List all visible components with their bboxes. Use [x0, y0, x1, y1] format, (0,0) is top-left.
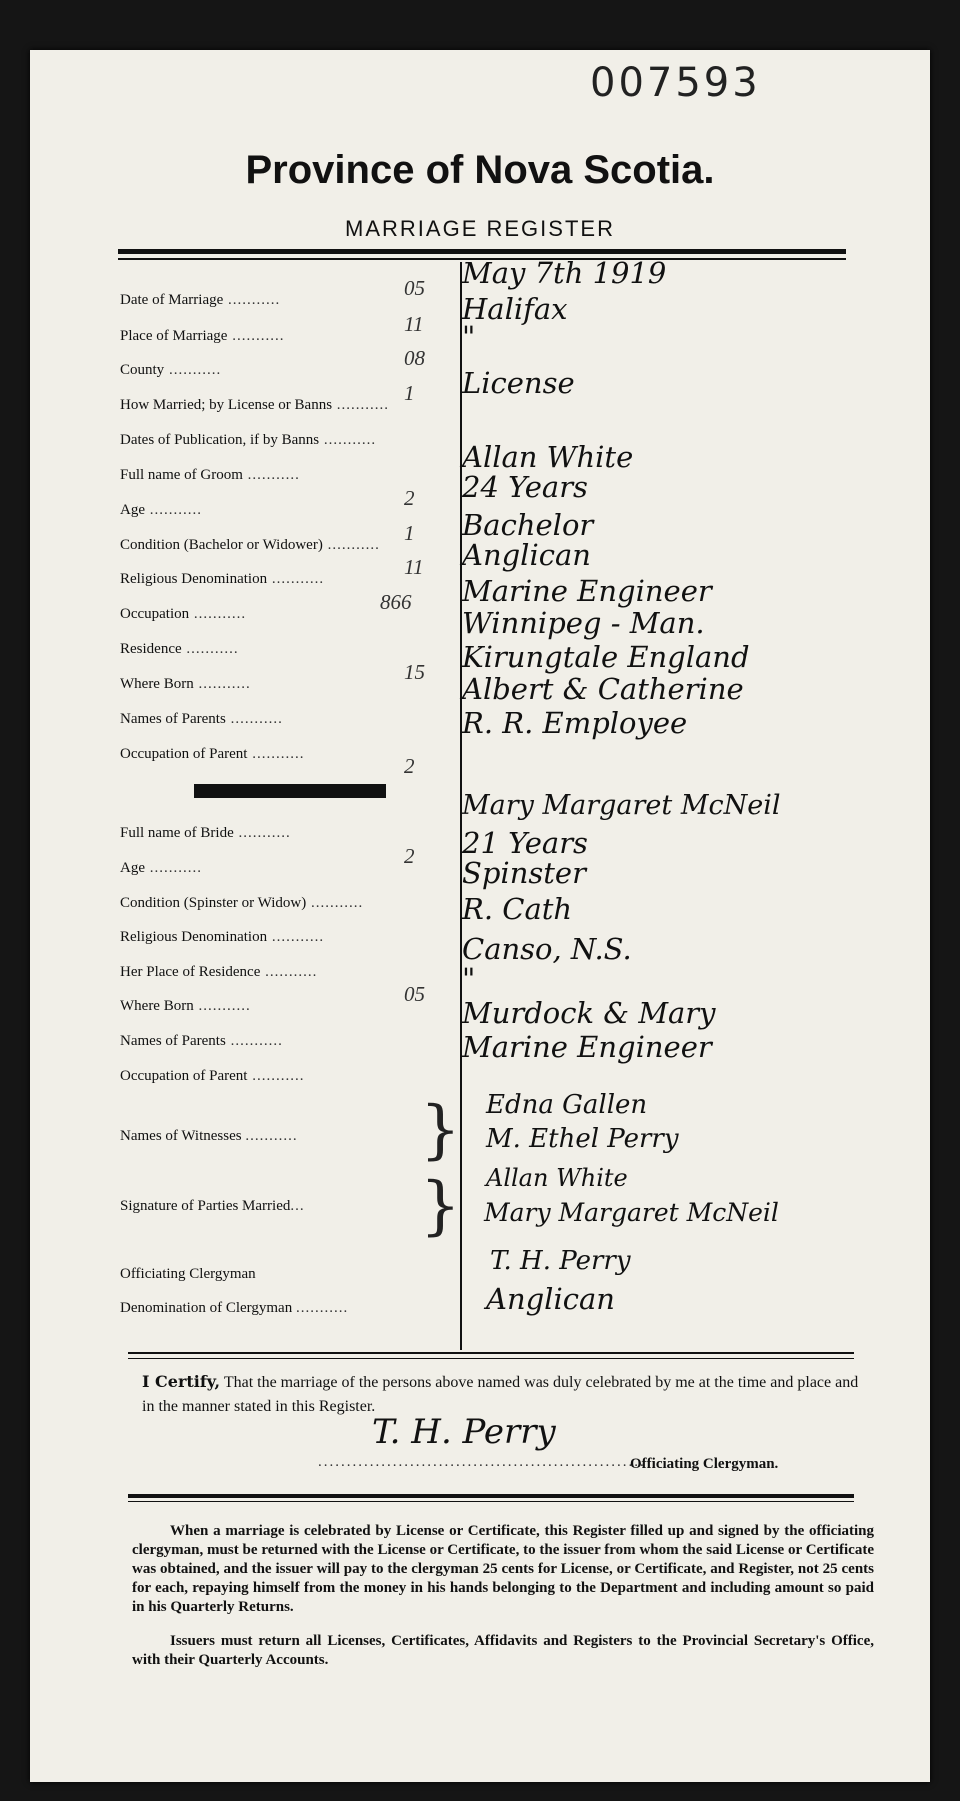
notice-paragraph-1: When a marriage is celebrated by License or Certificate, this Register filled up and signed by the officiating clergyman, must be returned with the License or Certificate, to the issuer from whom the said License or Certificate was obtained, and the issuer will pay to the clergyman 25 cents for License, or Certificate, and Register, not 25 cents for each, repaying himself from the money in his hands belonging to the Department and including amount so paid in his Quarterly Returns.: [132, 1523, 874, 1615]
field-label: Age ...........: [120, 860, 202, 876]
certify-rule-top: [128, 1352, 854, 1354]
field-label: Occupation of Parent ...........: [120, 1068, 305, 1084]
field-label: Residence ...........: [120, 641, 239, 657]
field-value: Allan White: [462, 440, 634, 474]
field-code: 15: [404, 660, 425, 684]
field-code: 11: [404, 312, 424, 336]
certify-rule-top-2: [128, 1358, 854, 1359]
field-label: Full name of Groom ...........: [120, 467, 300, 483]
field-label: Where Born ...........: [120, 998, 251, 1014]
field-code: 2: [404, 754, 415, 778]
field-value: Marine Engineer: [462, 1030, 712, 1064]
field-label: How Married; by License or Banns ...........: [120, 397, 390, 413]
field-value: ": [462, 962, 476, 996]
field-value: R. R. Employee: [462, 706, 688, 740]
field-code: 2: [404, 844, 415, 868]
notice-rule-2: [128, 1501, 854, 1502]
page-subtitle: MARRIAGE REGISTER: [345, 216, 615, 241]
witnesses-label: Names of Witnesses ...........: [120, 1128, 298, 1144]
field-value: Winnipeg - Man.: [462, 606, 705, 640]
field-value: 24 Years: [462, 470, 588, 504]
field-label: Names of Parents ...........: [120, 1033, 283, 1049]
witness-1: Edna Gallen: [486, 1090, 648, 1120]
clergyman-label: Officiating Clergyman: [120, 1266, 256, 1282]
denomination-value: Anglican: [486, 1282, 615, 1316]
field-code: 2: [404, 486, 415, 510]
witness-2: M. Ethel Perry: [486, 1124, 679, 1154]
field-label: Occupation ...........: [120, 606, 247, 622]
field-value: Halifax: [462, 292, 568, 326]
field-value: Kirungtale England: [462, 640, 750, 674]
parties-brace: }: [420, 1169, 461, 1243]
field-code: 08: [404, 346, 425, 370]
party-bride-signature: Mary Margaret McNeil: [484, 1198, 779, 1227]
field-label: Religious Denomination ...........: [120, 571, 325, 587]
field-value: Bachelor: [462, 508, 594, 542]
field-label: Condition (Spinster or Widow) ...........: [120, 895, 364, 911]
field-code: 1: [404, 521, 415, 545]
field-value: R. Cath: [462, 892, 573, 926]
field-label: Religious Denomination ...........: [120, 929, 325, 945]
field-label: Dates of Publication, if by Banns ...........: [120, 432, 377, 448]
field-value: Marine Engineer: [462, 574, 712, 608]
parties-label: Signature of Parties Married...: [120, 1198, 305, 1214]
field-label: Where Born ...........: [120, 676, 251, 692]
header-rule-thick: [118, 249, 846, 254]
certify-caption: Officiating Clergyman.: [630, 1456, 779, 1472]
signature-line: .........................................................: [318, 1454, 646, 1470]
field-code: 1: [404, 381, 415, 405]
party-groom-signature: Allan White: [486, 1164, 628, 1192]
field-value: Anglican: [462, 538, 591, 572]
field-value: May 7th 1919: [462, 256, 667, 290]
bride-section-bar: [194, 784, 386, 798]
field-code: 05: [404, 276, 425, 300]
field-value: Murdock & Mary: [462, 996, 716, 1030]
field-label: County ...........: [120, 362, 222, 378]
field-label: Her Place of Residence ...........: [120, 964, 318, 980]
field-label: Names of Parents ...........: [120, 711, 283, 727]
field-label: Full name of Bride ...........: [120, 825, 291, 841]
certify-signature: T. H. Perry: [372, 1412, 556, 1452]
field-label: Age ...........: [120, 502, 202, 518]
field-code: 05: [404, 982, 425, 1006]
field-value: Albert & Catherine: [462, 672, 744, 706]
field-code: 11: [404, 555, 424, 579]
stamp-number: 007593: [590, 60, 761, 106]
notice-rule: [128, 1494, 854, 1498]
field-code: 866: [380, 590, 412, 614]
field-label: Place of Marriage ...........: [120, 328, 285, 344]
certify-statement: I Certify, That the marriage of the persons above named was duly celebrated by me at the time and place and in the manner stated in this Register.: [142, 1372, 859, 1415]
witnesses-brace: }: [420, 1093, 461, 1167]
clergyman-value: T. H. Perry: [490, 1246, 631, 1276]
field-label: Date of Marriage ...........: [120, 292, 281, 308]
field-value: 21 Years: [462, 826, 588, 860]
field-value: Canso, N.S.: [462, 932, 632, 966]
field-value: Mary Margaret McNeil: [462, 790, 781, 821]
notice-paragraph-2: Issuers must return all Licenses, Certificates, Affidavits and Registers to the Provincial Secretary's Office, with their Quarterly Accounts.: [132, 1633, 874, 1668]
field-value: Spinster: [462, 856, 586, 890]
field-value: License: [462, 366, 575, 400]
page-title: Province of Nova Scotia.: [245, 148, 715, 192]
field-label: Condition (Bachelor or Widower) ...........: [120, 537, 380, 553]
denomination-label: Denomination of Clergyman ...........: [120, 1300, 349, 1316]
field-value: ": [462, 320, 476, 354]
field-label: Occupation of Parent ...........: [120, 746, 305, 762]
